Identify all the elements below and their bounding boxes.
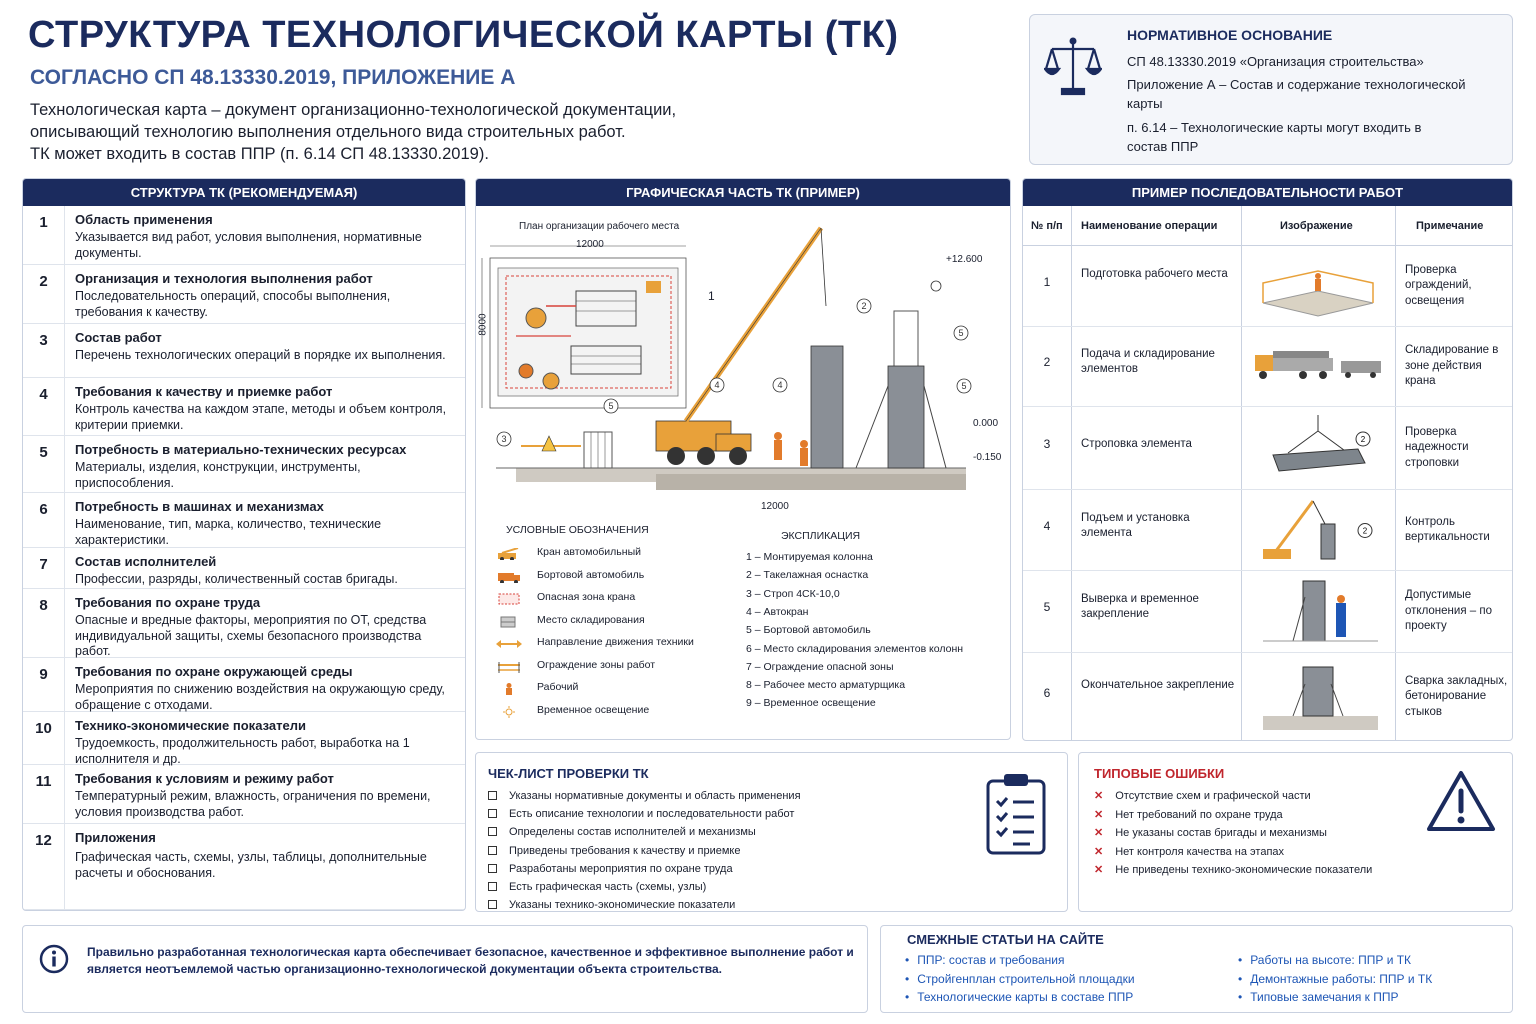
structure-row-title: Организация и технология выполнения работ — [75, 271, 373, 286]
checklist-item[interactable] — [488, 808, 794, 820]
sequence-operation: Строповка элемента — [1081, 437, 1192, 450]
errors-heading: ТИПОВЫЕ ОШИБКИ — [1094, 766, 1225, 781]
normative-line: Приложение А – Состав и содержание технологической карты — [1127, 77, 1466, 111]
structure-row — [23, 265, 465, 324]
sequence-row-number: 3 — [1043, 436, 1051, 451]
checklist-item[interactable] — [488, 899, 735, 911]
related-articles — [880, 925, 1513, 1013]
sequence-operation: Окончательное закрепление — [1081, 678, 1235, 691]
sequence-note: Складирование в зоне действия крана — [1405, 344, 1499, 387]
structure-row-description: Мероприятия по снижению воздействия на окружающую среду, обращение с отходами. — [75, 682, 445, 712]
error-item-label: Отсутствие схем и графической части — [1115, 790, 1311, 802]
checklist-item-label: Есть графическая часть (схемы, узлы) — [509, 881, 707, 893]
cross-icon: ✕ — [1094, 808, 1104, 821]
structure-row — [23, 658, 465, 712]
page-subtitle: СОГЛАСНО СП 48.13330.2019, ПРИЛОЖЕНИЕ А — [30, 66, 516, 89]
error-item-label: Нет контроля качества на этапах — [1115, 845, 1285, 858]
checklist-item[interactable] — [488, 863, 733, 875]
errors-panel — [1078, 752, 1513, 912]
structure-row-title: Приложения — [75, 830, 156, 845]
checkbox[interactable] — [488, 864, 497, 873]
cross-icon: ✕ — [1094, 827, 1104, 840]
related-heading: СМЕЖНЫЕ СТАТЬИ НА САЙТЕ — [907, 932, 1104, 947]
fenced-site-icon — [1243, 252, 1393, 321]
legend-label: Ограждение зоны работ — [537, 658, 655, 671]
structure-row-description: Профессии, разряды, количественный состав бригады. — [75, 572, 398, 586]
sequence-note: Проверка надежности строповки — [1405, 425, 1469, 469]
callout-label: 4 — [714, 380, 720, 390]
callout-label: 4 — [777, 380, 783, 390]
callout-label: 2 — [861, 301, 867, 311]
normative-line: СП 48.13330.2019 «Организация строительства» — [1127, 54, 1424, 69]
structure-row-title: Область применения — [75, 212, 213, 227]
sequence-row — [1023, 571, 1513, 653]
legend-label: Место складирования — [537, 613, 645, 626]
sequence-row-number: 4 — [1043, 518, 1051, 533]
structure-row-number: 5 — [23, 436, 65, 492]
structure-row — [23, 548, 465, 589]
checklist-heading: ЧЕК-ЛИСТ ПРОВЕРКИ ТК — [488, 766, 649, 781]
error-item-label: Не указаны состав бригады и механизмы — [1115, 827, 1327, 840]
error-item — [1094, 826, 1327, 839]
site-drawing — [476, 206, 1011, 506]
error-item — [1094, 808, 1283, 821]
structure-row-description: Материалы, изделия, конструкции, инструменты, приспособления. — [75, 460, 361, 490]
normative-heading: НОРМАТИВНОЕ ОСНОВАНИЕ — [1127, 27, 1333, 43]
column-header: Примечание — [1416, 220, 1484, 232]
sequence-row-number: 5 — [1043, 600, 1051, 614]
structure-row-description: Наименование, тип, марка, количество, технические характеристики. — [75, 517, 382, 547]
truck-icon — [496, 570, 522, 582]
scales-icon — [1044, 33, 1102, 99]
structure-row-title: Требования по охране окружающей среды — [75, 664, 353, 679]
explication-item: 5 – Бортовой автомобиль — [746, 624, 871, 637]
page-title: СТРУКТУРА ТЕХНОЛОГИЧЕСКОЙ КАРТЫ (ТК) — [28, 14, 899, 56]
column-header: № п/п — [1031, 220, 1063, 232]
alignment-icon — [1243, 577, 1393, 647]
sequence-operation: Подъем и установка элемента — [1081, 511, 1190, 539]
checklist-item-label: Определены состав исполнителей и механизмы — [509, 826, 756, 839]
worker-icon — [496, 682, 522, 694]
structure-row-description: Последовательность операций, способы выполнения, требования к качеству. — [75, 289, 391, 319]
structure-row — [23, 206, 465, 265]
checklist-item-label: Приведены требования к качеству и приемке — [509, 844, 741, 857]
sequence-panel — [1022, 178, 1513, 741]
structure-row-number: 6 — [23, 493, 65, 547]
structure-row-title: Технико-экономические показатели — [75, 718, 306, 733]
related-link[interactable]: • Стройгенплан строительной площадки — [905, 972, 1135, 986]
explication-item: 2 – Такелажная оснастка — [746, 569, 869, 582]
structure-row-description: Контроль качества на каждом этапе, методы и объем контроля, критерии приемки. — [75, 402, 447, 432]
structure-row-number: 12 — [23, 824, 65, 909]
structure-row-title: Требования к условиям и режиму работ — [75, 771, 334, 786]
svg-text:2: 2 — [1362, 526, 1368, 536]
legend-label: Бортовой автомобиль — [537, 568, 645, 581]
legend-label: Опасная зона крана — [537, 591, 636, 603]
structure-row — [23, 712, 465, 765]
sequence-row — [1023, 490, 1513, 571]
level-label: -0.150 — [973, 452, 1002, 463]
cross-icon: ✕ — [1094, 790, 1104, 802]
checklist-item[interactable] — [488, 845, 740, 857]
sequence-row-number: 6 — [1043, 685, 1051, 700]
structure-row-number: 2 — [23, 265, 65, 323]
structure-row — [23, 824, 465, 910]
structure-row-number: 8 — [23, 589, 65, 657]
structure-row — [23, 436, 465, 493]
checkbox[interactable] — [488, 900, 497, 909]
sequence-heading: ПРИМЕР ПОСЛЕДОВАТЕЛЬНОСТИ РАБОТ — [1023, 179, 1512, 206]
structure-row-number: 7 — [23, 548, 65, 588]
callout-label: 5 — [608, 401, 614, 411]
structure-row — [23, 589, 465, 658]
checklist-item-label: Разработаны мероприятия по охране труда — [509, 862, 733, 875]
clipboard-icon — [984, 771, 1048, 857]
structure-row-description: Графическая часть, схемы, узлы, таблицы, дополнительные расчеты и обоснования. — [75, 850, 427, 880]
arrow-icon — [496, 637, 522, 649]
graphic-panel — [475, 178, 1011, 740]
svg-text:2: 2 — [1360, 435, 1366, 444]
column-header: Изображение — [1280, 220, 1353, 232]
explication-item: 3 – Строп 4СК-10,0 — [746, 587, 840, 600]
sequence-operation: Подготовка рабочего места — [1081, 267, 1228, 280]
graphic-heading: ГРАФИЧЕСКАЯ ЧАСТЬ ТК (ПРИМЕР) — [476, 179, 1010, 206]
info-icon — [39, 944, 69, 974]
legend-heading: УСЛОВНЫЕ ОБОЗНАЧЕНИЯ — [506, 524, 649, 536]
structure-row-number: 1 — [23, 206, 65, 264]
warning-icon — [1425, 769, 1497, 835]
intro-line: Технологическая карта – документ организационно-технологической документации, — [30, 101, 677, 119]
dimension-label: 12000 — [576, 239, 604, 250]
flatbed-truck-icon — [1243, 333, 1393, 401]
structure-row-description: Перечень технологических операций в порядке их выполнения. — [75, 348, 446, 362]
level-label: 0.000 — [973, 418, 999, 429]
checklist-item[interactable] — [488, 826, 756, 838]
checkbox[interactable] — [488, 827, 497, 836]
error-item — [1094, 845, 1284, 858]
storage-icon — [496, 615, 522, 627]
fixing-icon — [1243, 659, 1393, 736]
cross-icon: ✕ — [1094, 845, 1104, 858]
callout-label: 5 — [961, 381, 967, 391]
sequence-note: Проверка ограждений, освещения — [1405, 263, 1472, 307]
checklist-item[interactable] — [488, 790, 801, 802]
structure-row-title: Состав исполнителей — [75, 554, 217, 569]
structure-heading: СТРУКТУРА ТК (РЕКОМЕНДУЕМАЯ) — [23, 179, 465, 206]
legend-label: Кран автомобильный — [537, 546, 641, 558]
structure-row-description: Трудоемкость, продолжительность работ, выработка на 1 исполнителя и др. — [75, 736, 410, 766]
sequence-row — [1023, 653, 1513, 741]
structure-row-title: Требования по охране труда — [75, 595, 261, 610]
explication-item: 4 – Автокран — [746, 605, 809, 618]
checklist-panel — [475, 752, 1068, 912]
structure-panel — [22, 178, 466, 911]
normative-line: п. 6.14 – Технологические карты могут входить в состав ППР — [1127, 120, 1422, 154]
explication-item: 9 – Временное освещение — [746, 697, 876, 710]
callout-label: 3 — [501, 434, 507, 444]
light-icon — [496, 705, 522, 717]
checkbox[interactable] — [488, 809, 497, 818]
legend-label: Временное освещение — [537, 703, 650, 716]
sequence-row — [1023, 327, 1513, 407]
checklist-item-label: Указаны технико-экономические показатели — [509, 899, 736, 912]
checklist-item-label: Указаны нормативные документы и область применения — [509, 790, 801, 802]
structure-row-title: Требования к качеству и приемке работ — [75, 384, 333, 399]
crane-lift-icon — [1243, 496, 1393, 565]
level-label: +12.600 — [946, 254, 983, 265]
legend-label: Рабочий — [537, 681, 579, 693]
cross-icon: ✕ — [1094, 864, 1104, 877]
fence-icon — [496, 660, 522, 672]
error-item — [1094, 789, 1311, 802]
error-item-label: Не приведены технико-экономические показатели — [1115, 864, 1373, 877]
structure-row-title: Состав работ — [75, 330, 162, 345]
danger-zone-icon — [496, 592, 522, 604]
section-mark: 1 — [708, 289, 715, 303]
crane-icon — [496, 547, 522, 559]
slinging-icon — [1243, 413, 1393, 484]
sequence-operation: Выверка и временное закрепление — [1081, 593, 1199, 620]
related-link[interactable]: • ППР: состав и требования — [905, 953, 1064, 967]
sequence-note: Контроль вертикальности — [1405, 515, 1490, 543]
sequence-row — [1023, 246, 1513, 327]
intro-text — [30, 99, 790, 165]
sequence-row-number: 2 — [1043, 355, 1051, 369]
explication-item: 1 – Монтируемая колонна — [746, 551, 873, 563]
checklist-item-label: Есть описание технологии и последовательности работ — [509, 808, 795, 821]
legend-label: Направление движения техники — [537, 636, 694, 648]
plan-title: План организации рабочего места — [519, 221, 680, 232]
checklist-item[interactable] — [488, 881, 706, 893]
structure-row — [23, 493, 465, 548]
related-link[interactable]: • Типовые замечания к ППР — [1238, 990, 1399, 1004]
sequence-row — [1023, 407, 1513, 490]
sequence-row-number: 1 — [1043, 274, 1051, 289]
checkbox[interactable] — [488, 791, 497, 800]
sequence-note: Допустимые отклонения – по проекту — [1405, 589, 1492, 632]
sequence-operation: Подача и складирование элементов — [1081, 348, 1215, 375]
dimension-label: 8000 — [477, 313, 489, 336]
intro-line: описывающий технологию выполнения отдельного вида строительных работ. — [30, 123, 626, 141]
related-link[interactable]: • Технологические карты в составе ППР — [905, 990, 1133, 1004]
structure-row-number: 3 — [23, 324, 65, 377]
checkbox[interactable] — [488, 882, 497, 891]
structure-row-number: 10 — [23, 712, 65, 764]
explication-heading: ЭКСПЛИКАЦИЯ — [781, 530, 861, 542]
related-link[interactable]: • Демонтажные работы: ППР и ТК — [1238, 972, 1432, 986]
structure-row-number: 9 — [23, 658, 65, 711]
structure-row-description: Указывается вид работ, условия выполнения, нормативные документы. — [75, 230, 422, 260]
checkbox[interactable] — [488, 846, 497, 855]
structure-row — [23, 378, 465, 436]
structure-row-title: Потребность в машинах и механизмах — [75, 499, 324, 514]
info-box — [22, 925, 868, 1013]
structure-row-title: Потребность в материально-технических ресурсах — [75, 442, 407, 457]
column-header: Наименование операции — [1081, 220, 1218, 232]
explication-item: 8 – Рабочее место арматурщика — [746, 679, 906, 692]
info-text: Правильно разработанная технологическая карта обеспечивает безопасное, качественное и эффективное выполнение работ и является неотъемлемой частью организационно-технологической документации объекта строительства. — [87, 945, 854, 976]
normative-box — [1029, 14, 1513, 165]
explication-item: 6 – Место складирования элементов колонн — [746, 642, 964, 655]
structure-row — [23, 324, 465, 378]
dimension-label: 12000 — [761, 501, 789, 512]
explication-item: 7 – Ограждение опасной зоны — [746, 660, 894, 673]
structure-row-description: Опасные и вредные факторы, мероприятия по ОТ, средства индивидуальной защиты, схемы безопасного производства работ. — [75, 613, 427, 658]
sequence-table-header — [1023, 206, 1513, 246]
structure-row-number: 11 — [23, 765, 65, 823]
sequence-note: Сварка закладных, бетонирование стыков — [1405, 674, 1508, 718]
structure-row-description: Температурный режим, влажность, ограничения по времени, условия производства работ. — [75, 789, 431, 819]
structure-row-number: 4 — [23, 378, 65, 435]
callout-label: 5 — [958, 328, 964, 338]
structure-row — [23, 765, 465, 824]
error-item-label: Нет требований по охране труда — [1115, 808, 1283, 821]
error-item — [1094, 863, 1372, 876]
intro-line: ТК может входить в состав ППР (п. 6.14 СП 48.13330.2019). — [30, 145, 489, 163]
related-link[interactable]: • Работы на высоте: ППР и ТК — [1238, 953, 1411, 967]
